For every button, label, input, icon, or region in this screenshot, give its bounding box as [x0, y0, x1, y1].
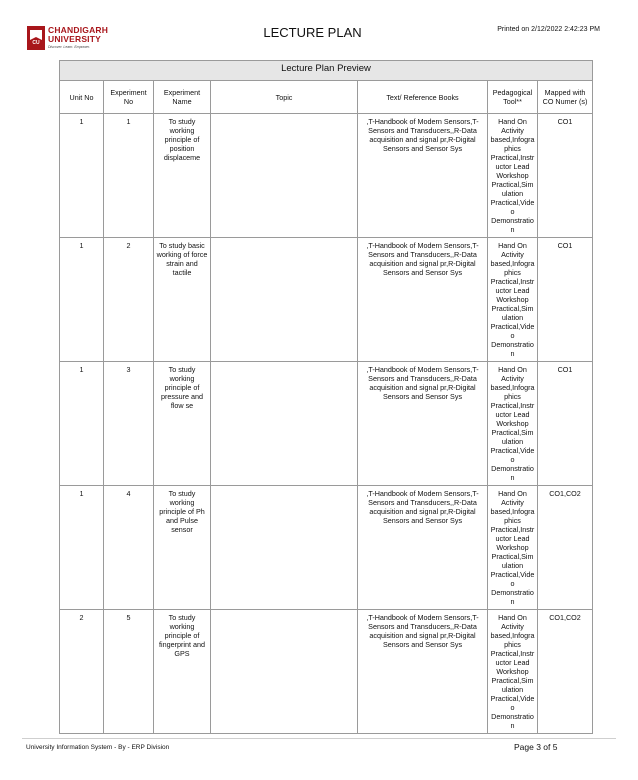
cell-books: ,T-Handbook of Modern Sensors,T-Sensors and Transducers,,R-Data acquisition and signal pr,R-Digital Sensors and Sensor Sys	[358, 362, 488, 486]
column-header-experiment-name: Experiment Name	[154, 81, 211, 114]
page-header	[0, 0, 638, 60]
cell-co-mapping: CO1,CO2	[538, 486, 593, 610]
column-header-pedagogical-tool: Pedagogical Tool**	[488, 81, 538, 114]
cell-topic	[211, 114, 358, 238]
cell-unit-no: 1	[60, 238, 104, 362]
cell-books: ,T-Handbook of Modern Sensors,T-Sensors and Transducers,,R-Data acquisition and signal pr,R-Digital Sensors and Sensor Sys	[358, 610, 488, 734]
cell-unit-no: 1	[60, 362, 104, 486]
cell-experiment-name: To study working principle of position displaceme	[154, 114, 211, 238]
cell-co-mapping: CO1,CO2	[538, 610, 593, 734]
logo-tagline: Discover. Learn. Empower.	[48, 45, 90, 49]
cell-co-mapping: CO1	[538, 238, 593, 362]
cell-pedagogical-tool: Hand On Activity based,Infographics Practical,Instructor Lead Workshop Practical,Simulation Practical,Video Demonstration	[488, 610, 538, 734]
cell-books: ,T-Handbook of Modern Sensors,T-Sensors and Transducers,,R-Data acquisition and signal pr,R-Digital Sensors and Sensor Sys	[358, 114, 488, 238]
cell-unit-no: 2	[60, 610, 104, 734]
page-number: Page 3 of 5	[514, 742, 558, 752]
column-header-books: Text/ Reference Books	[358, 81, 488, 114]
cell-experiment-name: To study working principle of Ph and Pulse sensor	[154, 486, 211, 610]
column-header-topic: Topic	[211, 81, 358, 114]
cell-experiment-name: To study basic working of force strain and tactile	[154, 238, 211, 362]
cell-pedagogical-tool: Hand On Activity based,Infographics Practical,Instructor Lead Workshop Practical,Simulation Practical,Video Demonstration	[488, 114, 538, 238]
cell-experiment-no: 2	[104, 238, 154, 362]
cell-unit-no: 1	[60, 114, 104, 238]
logo-name-line2: UNIVERSITY	[48, 34, 102, 44]
cell-experiment-no: 5	[104, 610, 154, 734]
cell-unit-no: 1	[60, 486, 104, 610]
cell-pedagogical-tool: Hand On Activity based,Infographics Practical,Instructor Lead Workshop Practical,Simulation Practical,Video Demonstration	[488, 486, 538, 610]
cell-experiment-name: To study working principle of fingerprint and GPS	[154, 610, 211, 734]
cell-experiment-no: 3	[104, 362, 154, 486]
cell-topic	[211, 362, 358, 486]
page-title: LECTURE PLAN	[263, 25, 362, 40]
table-row	[60, 238, 593, 362]
cell-topic	[211, 238, 358, 362]
cell-pedagogical-tool: Hand On Activity based,Infographics Practical,Instructor Lead Workshop Practical,Simulation Practical,Video Demonstration	[488, 362, 538, 486]
cell-co-mapping: CO1	[538, 114, 593, 238]
table-row	[60, 362, 593, 486]
cell-experiment-name: To study working principle of pressure and flow se	[154, 362, 211, 486]
logo-name-line1: CHANDIGARH	[48, 25, 109, 35]
cell-books: ,T-Handbook of Modern Sensors,T-Sensors and Transducers,,R-Data acquisition and signal pr,R-Digital Sensors and Sensor Sys	[358, 486, 488, 610]
university-logo	[27, 26, 119, 50]
table-header-row	[60, 81, 593, 114]
cell-co-mapping: CO1	[538, 362, 593, 486]
logo-emblem-text: CU	[32, 40, 40, 46]
lecture-plan-table	[59, 60, 593, 734]
cell-books: ,T-Handbook of Modern Sensors,T-Sensors and Transducers,,R-Data acquisition and signal pr,R-Digital Sensors and Sensor Sys	[358, 238, 488, 362]
column-header-unit-no: Unit No	[60, 81, 104, 114]
logo-emblem-icon	[27, 26, 45, 50]
table-caption: Lecture Plan Preview	[60, 61, 593, 81]
cell-experiment-no: 1	[104, 114, 154, 238]
table-row	[60, 486, 593, 610]
table-row	[60, 114, 593, 238]
cell-topic	[211, 486, 358, 610]
column-header-experiment-no: Experiment No	[104, 81, 154, 114]
printed-timestamp: Printed on 2/12/2022 2:42:23 PM	[497, 26, 600, 33]
table-row	[60, 610, 593, 734]
cell-experiment-no: 4	[104, 486, 154, 610]
column-header-co-mapping: Mapped with CO Numer (s)	[538, 81, 593, 114]
footer-system-name: University Information System - By - ERP Division	[26, 744, 170, 751]
cell-topic	[211, 610, 358, 734]
footer-divider	[22, 738, 616, 739]
cell-pedagogical-tool: Hand On Activity based,Infographics Practical,Instructor Lead Workshop Practical,Simulation Practical,Video Demonstration	[488, 238, 538, 362]
